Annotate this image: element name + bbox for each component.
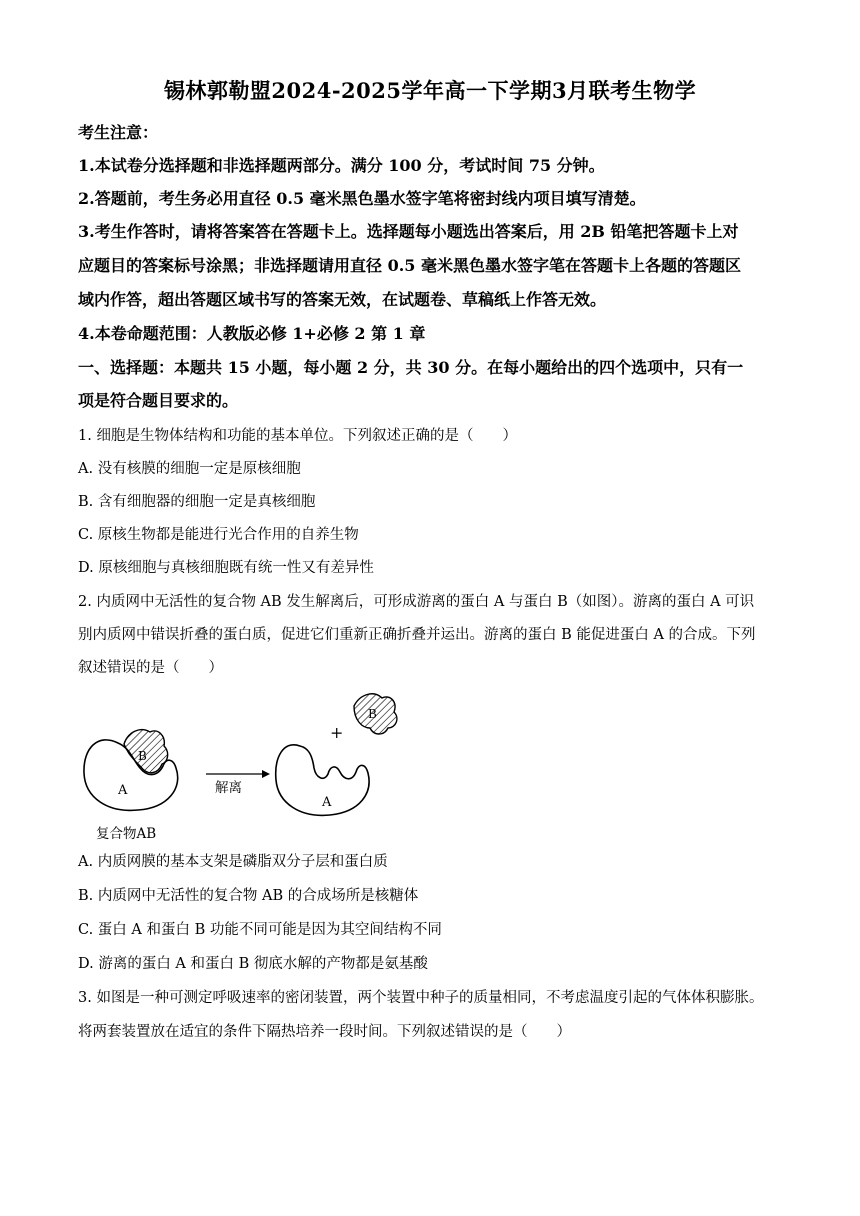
protein-dissociation-figure xyxy=(78,688,418,848)
question-3-stem: 将两套装置放在适宜的条件下隔热培养一段时间。下列叙述错误的是（ ） xyxy=(78,1024,571,1040)
arrow-label: 解离 xyxy=(215,780,242,796)
notice-line: 4.本卷命题范围：人教版必修 1+必修 2 第 1 章 xyxy=(78,324,426,343)
notice-line: 1.本试卷分选择题和非选择题两部分。满分 100 分，考试时间 75 分钟。 xyxy=(78,156,605,175)
question-3-stem: 3. 如图是一种可测定呼吸速率的密闭装置，两个装置中种子的质量相同，不考虑温度引起的气体体积膨胀。 xyxy=(78,990,764,1006)
question-1-option-b: B. 含有细胞器的细胞一定是真核细胞 xyxy=(78,494,316,510)
question-1-option-d: D. 原核细胞与真核细胞既有统一性又有差异性 xyxy=(78,560,374,576)
figure-label-a-free: A xyxy=(322,795,332,810)
question-2-option-b: B. 内质网中无活性的复合物 AB 的合成场所是核糖体 xyxy=(78,888,419,904)
notice-line: 应题目的答案标号涂黑；非选择题请用直径 0.5 毫米黑色墨水签字笔在答题卡上各题的答题区 xyxy=(78,256,741,275)
figure-label-b-complex: B xyxy=(138,749,147,763)
arrow-head xyxy=(262,770,270,778)
question-1-option-a: A. 没有核膜的细胞一定是原核细胞 xyxy=(78,461,301,477)
section-heading: 项是符合题目要求的。 xyxy=(78,391,239,410)
question-2-option-a: A. 内质网膜的基本支架是磷脂双分子层和蛋白质 xyxy=(78,854,388,870)
notice-line: 2.答题前，考生务必用直径 0.5 毫米黑色墨水签字笔将密封线内项目填写清楚。 xyxy=(78,189,646,208)
question-2-stem: 2. 内质网中无活性的复合物 AB 发生解离后，可形成游离的蛋白 A 与蛋白 B（如图）。游离的蛋白 A 可识 xyxy=(78,594,755,610)
section-heading: 一、选择题：本题共 15 小题，每小题 2 分，共 30 分。在每小题给出的四个选项中，只有一 xyxy=(78,358,744,377)
notice-line: 3.考生作答时，请将答案答在答题卡上。选择题每小题选出答案后，用 2B 铅笔把答题卡上对 xyxy=(78,222,739,241)
question-2-stem: 叙述错误的是（ ） xyxy=(78,660,223,676)
question-2-stem: 别内质网中错误折叠的蛋白质，促进它们重新正确折叠并运出。游离的蛋白 B 能促进蛋白 A 的合成。下列 xyxy=(78,627,756,643)
notice-line: 域内作答，超出答题区域书写的答案无效，在试题卷、草稿纸上作答无效。 xyxy=(78,290,607,309)
figure-label-a-complex: A xyxy=(118,783,128,798)
question-2-option-d: D. 游离的蛋白 A 和蛋白 B 彻底水解的产物都是氨基酸 xyxy=(78,956,428,972)
figure-label-b-free: B xyxy=(368,707,377,721)
notice-header: 考生注意： xyxy=(78,123,159,142)
question-2-option-c: C. 蛋白 A 和蛋白 B 功能不同可能是因为其空间结构不同 xyxy=(78,922,442,938)
question-1-stem: 1. 细胞是生物体结构和功能的基本单位。下列叙述正确的是（ ） xyxy=(78,428,517,444)
page-title: 锡林郭勒盟2024-2025学年高一下学期3月联考生物学 xyxy=(163,78,697,103)
plus-sign: + xyxy=(330,723,344,742)
question-1-option-c: C. 原核生物都是能进行光合作用的自养生物 xyxy=(78,527,359,543)
figure-caption: 复合物AB xyxy=(96,826,157,842)
